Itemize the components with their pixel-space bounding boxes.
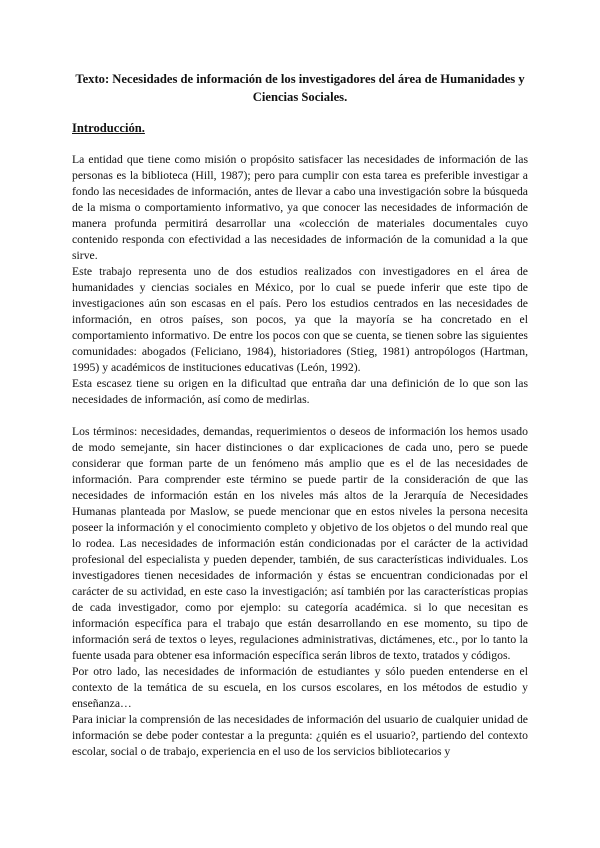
document-title: Texto: Necesidades de información de los investigadores del área de Humanidades y Ciencias Sociales. [75,72,525,104]
paragraph: Para iniciar la comprensión de las necesidades de información del usuario de cualquier unidad de información se debe poder contestar a la pregunta: ¿quién es el usuario?, partiendo del contexto escolar, social o de trabajo, experiencia en el uso de los servicios bibliotecarios y [72,713,528,758]
paragraph: La entidad que tiene como misión o propósito satisfacer las necesidades de información de las personas es la biblioteca (Hill, 1987); pero para cumplir con esta tarea es preferible investigar a fondo las necesidades de información, antes de llevar a cabo una investigación sobre la búsqueda de la misma o comportamiento informativo, ya que conocer las necesidades de información de manera profunda permitirá desarrollar una «colección de materiales documentales cuyo contenido responda con efectividad a las necesidades de información de la comunidad a la que sirve. [72,153,528,262]
section-heading: Introducción. [72,121,145,135]
paragraph: Los términos: necesidades, demandas, requerimientos o deseos de información los hemos usado de modo semejante, sin hacer distinciones o dar explicaciones de cada uno, pero se puede considerar que forman parte de un fenómeno más amplio que es el de las necesidades de información. Para comprender este término se puede partir de la consideración de que las necesidades de información están en los niveles más altos de la Jerarquía de Necesidades Humanas planteada por Maslow, se puede mencionar que en estos niveles la persona necesita poseer la información y el conocimiento completo y objetivo de los objetos o del mundo real que lo rodea. Las necesidades de información están condicionadas por el carácter de la actividad profesional del especialista y pueden depender, también, de sus características individuales. Los investigadores tienen necesidades de información y éstas se encuentran condicionadas por el carácter de su actividad, en este caso la investigación; así también por las características propias de cada investigador, como por ejemplo: su categoría académica. si lo que necesitan es información específica para el trabajo que están desarrollando en ese momento, su tipo de información será de textos o leyes, regulaciones administrativas, dictámenes, etc., por lo tanto la fuente usada para obtener esa información específica serán libros de texto, tratados y códigos. [72,425,528,662]
document-body [72,152,528,760]
paragraph: Por otro lado, las necesidades de información de estudiantes y sólo pueden entenderse en el contexto de la temática de su escuela, en los cursos escolares, en los métodos de estudio y enseñanza… [72,665,528,710]
paragraph: Este trabajo representa uno de dos estudios realizados con investigadores en el área de humanidades y ciencias sociales en México, por lo cual se puede inferir que este tipo de investigaciones aún son escasas en el país. Pero los estudios centrados en las necesidades de información, en otros países, son pocos, ya que la mayoría se ha concretado en el comportamiento informativo. De entre los pocos con que se cuenta, se tienen sobre las siguientes comunidades: abogados (Feliciano, 1984), historiadores (Stieg, 1981) antropólogos (Hartman, 1995) y académicos de instituciones educativas (León, 1992). [72,265,528,374]
paragraph: Esta escasez tiene su origen en la dificultad que entraña dar una definición de lo que son las necesidades de información, así como de medirlas. [72,377,528,406]
